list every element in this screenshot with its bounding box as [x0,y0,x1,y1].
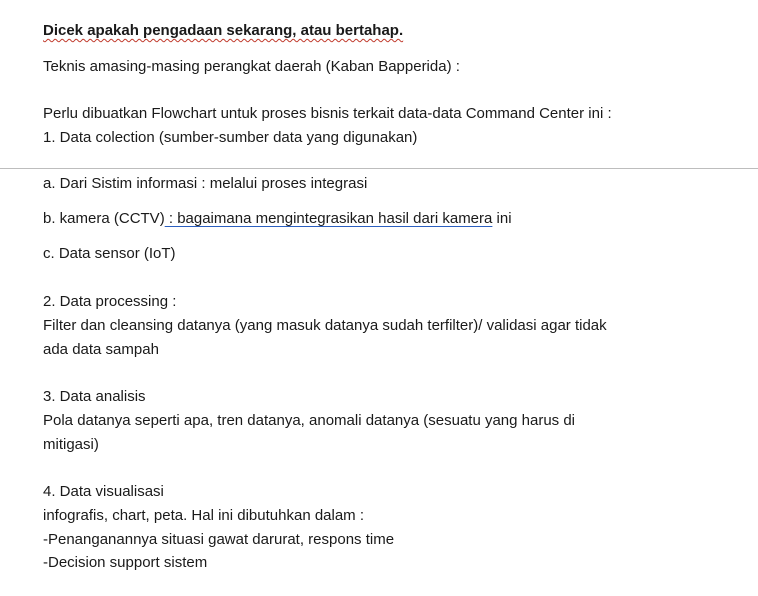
section-2-line-2: ada data sampah [43,341,159,358]
section-3-line-2: mitigasi) [43,436,99,453]
teknis-line: Teknis amasing-masing perangkat daerah (Kaban Bapperida) : [43,58,460,75]
item-b-link[interactable]: : bagaimana mengintegrasikan hasil dari kamera [164,210,493,227]
section-4-line-1: infografis, chart, peta. Hal ini dibutuhkan dalam : [43,507,365,524]
horizontal-divider [0,168,758,169]
section-3-heading: 3. Data analisis [43,388,146,405]
section-4-heading: 4. Data visualisasi [43,483,164,500]
section-1-item-b [43,209,512,229]
intro-line: Perlu dibuatkan Flowchart untuk proses bisnis terkait data-data Command Center ini : [43,105,612,122]
document-title: Dicek apakah pengadaan sekarang, atau bertahap. [43,22,404,39]
section-3-line-1: Pola datanya seperti apa, tren datanya, anomali datanya (sesuatu yang harus di [43,412,576,429]
section-2-line-1: Filter dan cleansing datanya (yang masuk datanya sudah terfilter)/ validasi agar tidak [43,317,607,334]
section-4-line-3: -Decision support sistem [43,554,208,571]
section-1-heading: 1. Data colection (sumber-sumber data yang digunakan) [43,129,418,146]
item-b-suffix: ini [492,210,512,227]
section-1-item-a: a. Dari Sistim informasi : melalui proses integrasi [43,175,368,192]
section-1-item-c: c. Data sensor (IoT) [43,245,176,262]
section-2-heading: 2. Data processing : [43,293,177,310]
section-4-line-2: -Penanganannya situasi gawat darurat, respons time [43,531,395,548]
item-b-prefix: b. kamera (CCTV) [43,210,165,227]
